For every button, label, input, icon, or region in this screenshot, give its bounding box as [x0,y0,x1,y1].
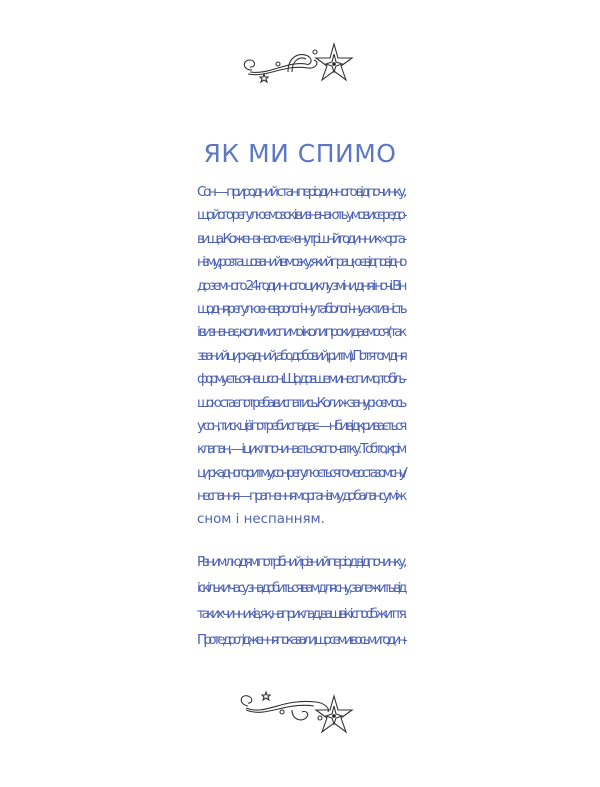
text-line: шою стає потреба виспатись. Коли ж занурюємось [197,395,404,411]
text-line: Проте дослідження показали, що семи-восьмигодин- [197,633,405,648]
text-line: щодня регулює неврологічну та біологічну активність [197,301,405,317]
text-line: сном і неспанням. [197,512,325,528]
text-line: Різним людям потрібний різний період відпочинку, [197,555,405,570]
text-line: клапан, — і цикл починається спочатку. Тобто, крім [197,442,404,458]
text-line: і визначає, коли ми спимо і коли прокидаємося (так [197,325,404,341]
text-line: званий циркадний, або добовий, ритм). Потягом дня [197,348,405,364]
text-line: до земного 24-годинного циклу зміни дня і ночі. Він [197,278,405,294]
star-swirl-ornament-top [238,42,358,90]
text-line: у сон, тиск цієї потреби спадає — ніби відкривається [197,418,404,434]
text-line: що його регулює мозок і визначають умови середо- [197,208,405,224]
text-line: вища. Кожен з нас має «внутрішній годинник» орга- [197,231,404,247]
text-line: таких чинників, як, наприклад, ваш вік і спосіб життя. [197,607,405,622]
text-line: формується наш сон. Що довше ми не спимо, то біль- [197,372,404,388]
paragraph-1 [197,181,404,532]
text-line: Сон — природний стан періодичного відпочинку, [197,185,405,200]
text-line: і скільки часу знадобиться вам для сну, залежить від [197,581,405,596]
paragraph-2 [197,550,404,654]
text-line: неспання — прагненням організму до балансу між [197,489,405,505]
text-line: нізму, розташований в мозку, який працює відповідно [197,255,404,271]
text-line: циркадного ритму, сон регулюється гомеостазом сну/ [197,465,405,481]
page-title: ЯК МИ СПИМО [203,139,397,168]
star-swirl-ornament-bottom [236,688,356,738]
